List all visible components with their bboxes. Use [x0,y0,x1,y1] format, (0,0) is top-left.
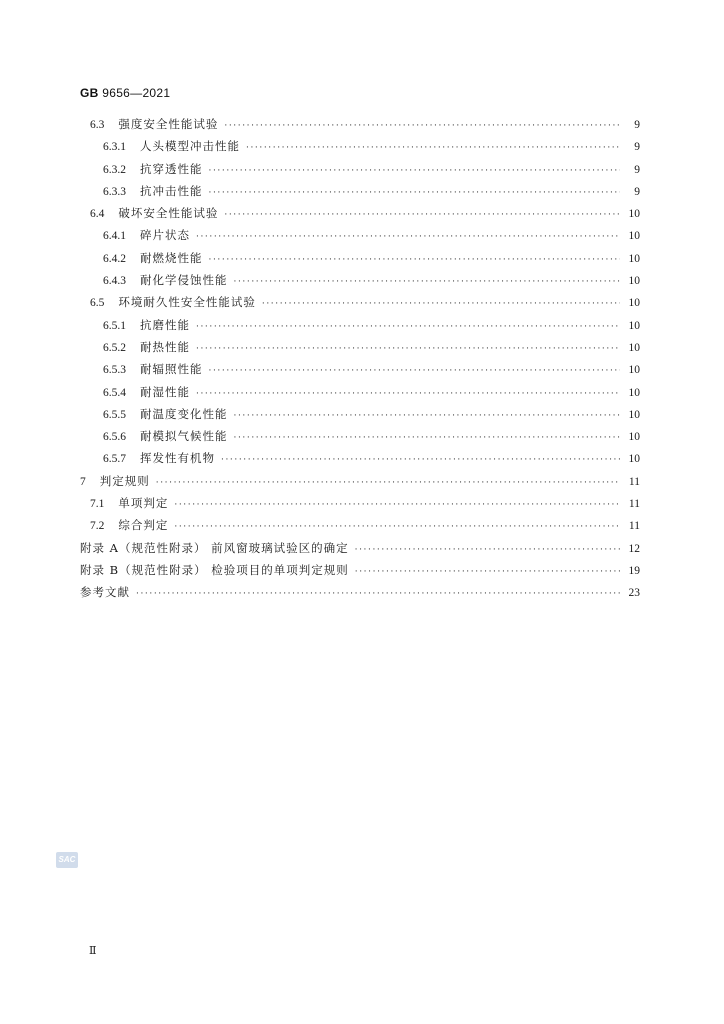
toc-entry-page: 10 [628,252,640,265]
toc-entry-title: 抗穿透性能 [140,161,203,176]
toc-entry-title: 耐湿性能 [140,384,190,399]
toc-entry-number: 6.5.2 [103,341,126,354]
toc-entry-number: 6.3.3 [103,185,126,198]
toc-dot-leader [209,188,621,198]
toc-dot-leader [262,299,620,309]
page-number: Ⅱ [89,945,97,957]
toc-entry[interactable] [80,138,640,160]
toc-entry-title: 参考文献 [80,585,130,600]
toc-entry-page: 10 [628,275,640,288]
toc-entry-page: 10 [628,453,640,466]
toc-entry[interactable] [80,495,640,517]
toc-dot-leader [224,210,620,220]
toc-entry[interactable] [80,428,640,450]
toc-entry[interactable] [80,361,640,383]
toc-entry-page: 19 [628,564,640,577]
toc-entry-page: 11 [628,475,640,488]
toc-entry-page: 23 [628,587,640,600]
toc-entry-title: 耐燃烧性能 [140,250,203,265]
toc-entry-page: 10 [628,208,640,221]
toc-dot-leader [224,121,620,131]
toc-entry-page: 10 [628,230,640,243]
toc-entry-title: 单项判定 [118,496,169,511]
toc-entry-page: 9 [634,163,640,176]
toc-entry-number: 6.4 [90,208,105,221]
toc-entry[interactable] [80,540,640,562]
toc-dot-leader [234,411,621,421]
toc-entry-page: 9 [634,141,640,154]
toc-entry-page: 10 [628,319,640,332]
toc-entry-title: 抗磨性能 [140,317,190,332]
toc-dot-leader [234,277,621,287]
toc-entry-number: 6.4.2 [103,252,126,265]
toc-entry-page: 9 [634,119,640,131]
toc-dot-leader [156,478,620,488]
toc-entry-number: 6.5.6 [103,431,126,444]
toc-entry-page: 12 [628,542,640,555]
toc-entry-number: 6.3.2 [103,163,126,176]
toc-entry-number: 7 [80,475,86,488]
sac-watermark-logo [56,852,78,868]
toc-entry-title: 综合判定 [118,518,169,533]
toc-entry[interactable] [80,294,640,316]
toc-entry[interactable] [80,584,640,606]
toc-dot-leader [221,455,620,465]
toc-entry-title: 人头模型冲击性能 [140,139,240,154]
toc-entry-page: 10 [628,386,640,399]
toc-dot-leader [246,143,620,153]
toc-entry[interactable] [80,384,640,406]
toc-entry[interactable] [80,450,640,472]
toc-entry-number: 7.1 [90,498,105,511]
toc-entry-title: 附录 B（规范性附录） 检验项目的单项判定规则 [80,562,349,577]
toc-entry-number: 6.5.3 [103,364,126,377]
toc-entry[interactable] [80,116,640,138]
toc-entry-page: 10 [628,408,640,421]
standard-number: 9656—2021 [102,86,171,100]
toc-entry-number: 6.4.1 [103,230,126,243]
toc-entry[interactable] [80,562,640,584]
toc-dot-leader [196,322,620,332]
toc-entry-page: 11 [628,520,640,533]
toc-entry[interactable] [80,317,640,339]
toc-entry-number: 6.3 [90,119,105,131]
toc-entry-number: 6.3.1 [103,141,126,154]
toc-entry-title: 耐模拟气候性能 [140,429,228,444]
toc-entry-number: 6.5.5 [103,408,126,421]
toc-entry-title: 抗冲击性能 [140,183,203,198]
toc-entry-title: 耐热性能 [140,339,190,354]
toc-dot-leader [196,344,620,354]
toc-entry-page: 10 [628,364,640,377]
toc-entry-title: 耐温度变化性能 [140,406,228,421]
toc-entry-title: 判定规则 [99,473,150,488]
toc-entry-title: 耐辐照性能 [140,362,203,377]
toc-entry-number: 6.5.1 [103,319,126,332]
document-header [80,86,170,100]
toc-entry-number: 6.5.7 [103,453,126,466]
toc-entry-number: 6.5 [90,297,105,310]
toc-entry-title: 挥发性有机物 [140,451,215,466]
toc-entry-page: 9 [634,185,640,198]
toc-entry[interactable] [80,272,640,294]
toc-dot-leader [209,366,621,376]
toc-entry-number: 6.5.4 [103,386,126,399]
toc-entry-title: 破坏安全性能试验 [118,206,219,221]
toc-entry[interactable] [80,473,640,495]
toc-dot-leader [209,166,621,176]
toc-entry-title: 环境耐久性安全性能试验 [118,295,256,310]
watermark-text: SAC [58,855,76,864]
toc-entry-page: 10 [628,431,640,444]
toc-dot-leader [355,545,620,555]
toc-dot-leader [234,433,621,443]
toc-entry-title: 耐化学侵蚀性能 [140,273,228,288]
toc-entry[interactable] [80,406,640,428]
toc-entry-title: 碎片状态 [140,228,190,243]
toc-entry[interactable] [80,517,640,539]
toc-entry[interactable] [80,339,640,361]
toc-entry-page: 10 [628,341,640,354]
toc-entry-number: 7.2 [90,520,105,533]
toc-dot-leader [209,255,621,265]
toc-dot-leader [196,232,620,242]
toc-entry[interactable] [80,250,640,272]
toc-entry-number: 6.4.3 [103,275,126,288]
toc-dot-leader [174,522,620,532]
toc-entry[interactable] [80,227,640,249]
toc-entry-page: 10 [628,297,640,310]
toc-dot-leader [355,567,620,577]
toc-entry-title: 强度安全性能试验 [118,117,219,131]
toc-dot-leader [174,500,620,510]
toc-entry[interactable] [80,161,640,183]
toc-dot-leader [136,589,620,599]
toc-entry-page: 11 [628,498,640,511]
toc-entry[interactable] [80,183,640,205]
table-of-contents [80,116,640,607]
standard-code: GB [80,86,99,100]
toc-dot-leader [196,389,620,399]
toc-entry-title: 附录 A（规范性附录） 前风窗玻璃试验区的确定 [80,540,349,555]
toc-entry[interactable] [80,205,640,227]
